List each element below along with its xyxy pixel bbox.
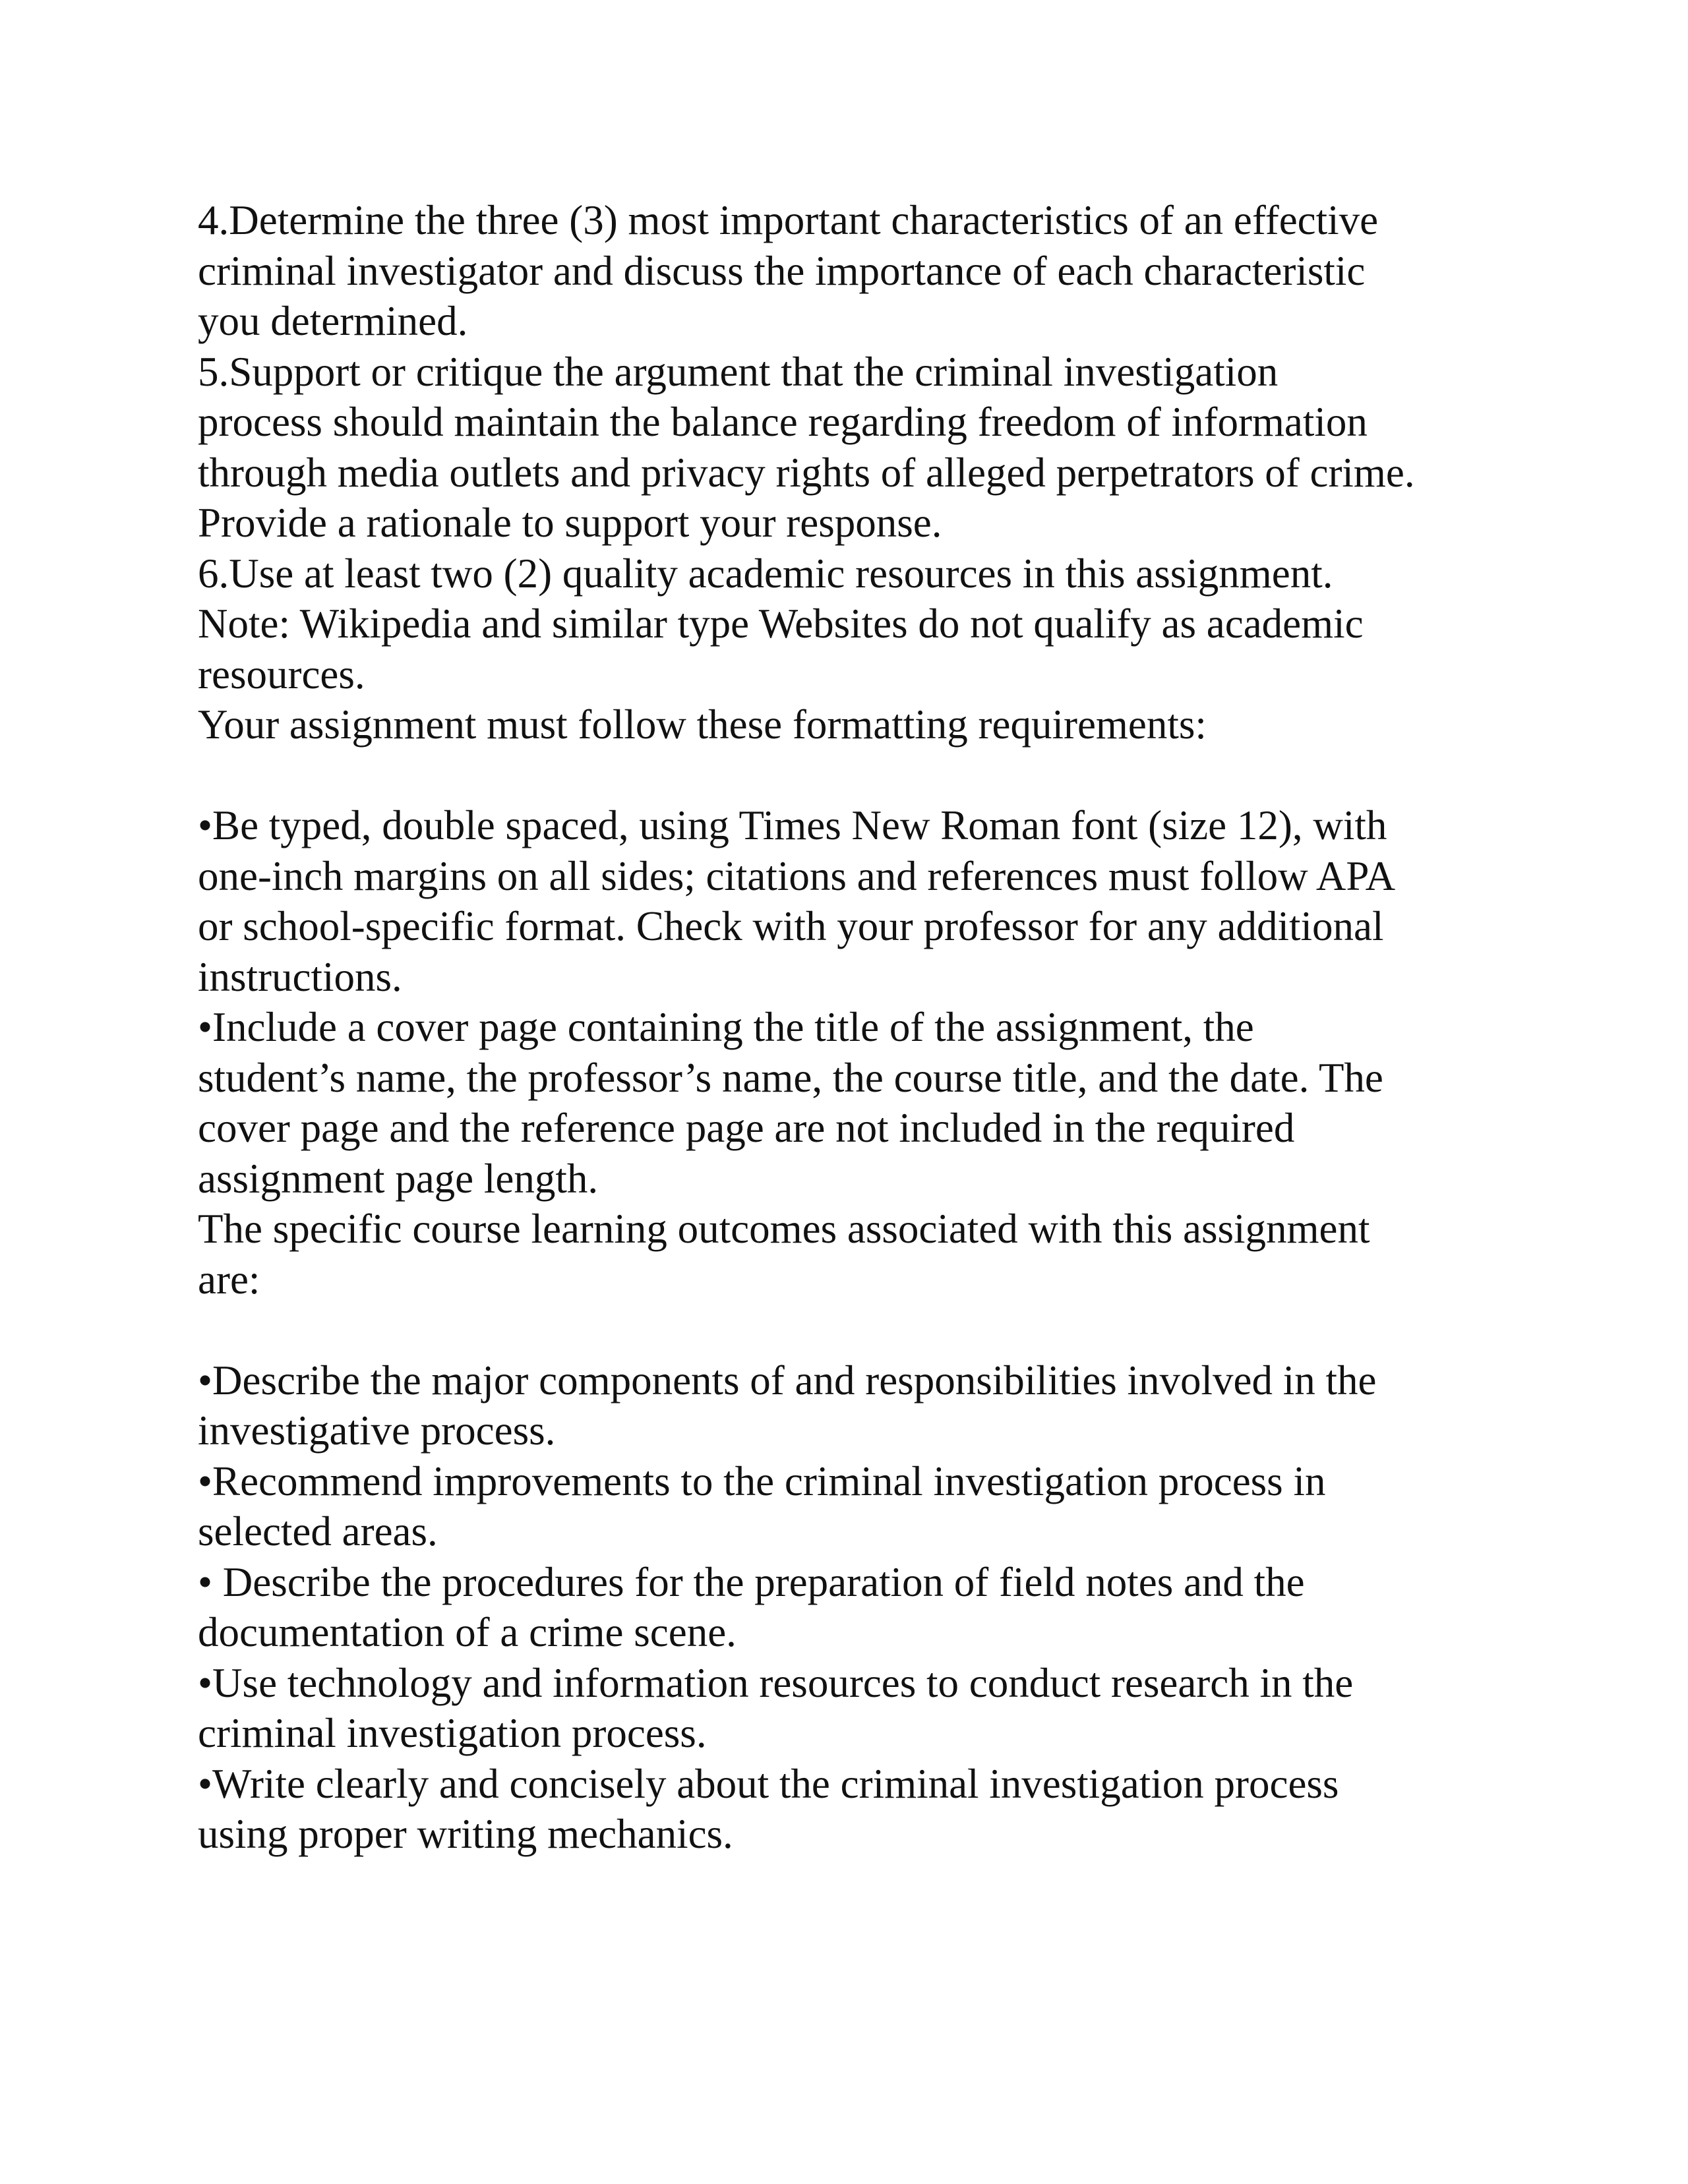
text-line: using proper writing mechanics. [198,1811,733,1857]
assignment-item-5 [198,347,1517,548]
text-line: investigative process. [198,1407,556,1454]
text-line: resources. [198,651,365,697]
text-line: are: [198,1256,260,1303]
text-line: through media outlets and privacy rights of alleged perpetrators of crime. [198,449,1415,496]
text-line: criminal investigation process. [198,1710,707,1756]
outcomes-heading [198,1204,1517,1305]
formatting-bullet-cover-page [198,1002,1517,1204]
text-line: process should maintain the balance regarding freedom of information [198,399,1368,445]
text-line: 5.Support or critique the argument that the criminal investigation [198,348,1279,395]
assignment-item-4 [198,195,1517,347]
text-line: one-inch margins on all sides; citations and references must follow APA [198,852,1396,899]
text-line: The specific course learning outcomes associated with this assignment [198,1206,1370,1252]
blank-line [198,750,1517,801]
text-line: 4.Determine the three (3) most important characteristics of an effective [198,197,1379,243]
text-line: you determined. [198,298,468,344]
text-line: cover page and the reference page are not included in the required [198,1105,1295,1151]
text-line: •Describe the major components of and responsibilities involved in the [198,1357,1377,1403]
text-line: •Use technology and information resources to conduct research in the [198,1659,1354,1706]
text-line: student’s name, the professor’s name, the course title, and the date. The [198,1054,1383,1101]
text-line: documentation of a crime scene. [198,1609,737,1655]
text-line: •Include a cover page containing the title of the assignment, the [198,1004,1254,1050]
outcome-bullet-3 [198,1557,1517,1658]
text-line: or school-specific format. Check with your professor for any additional [198,903,1384,949]
text-line: •Recommend improvements to the criminal investigation process in [198,1458,1326,1504]
outcome-bullet-2 [198,1456,1517,1557]
document-body [198,195,1517,1860]
text-line: criminal investigator and discuss the importance of each characteristic [198,247,1366,294]
outcome-bullet-1 [198,1355,1517,1456]
formatting-bullet-typing [198,800,1517,1002]
formatting-heading: Your assignment must follow these formatting requirements: [198,701,1207,748]
text-line: assignment page length. [198,1155,599,1202]
text-line: • Describe the procedures for the preparation of field notes and the [198,1558,1305,1605]
outcome-bullet-5 [198,1759,1517,1860]
text-line: Provide a rationale to support your response. [198,500,942,546]
text-line: instructions. [198,953,402,1000]
text-line: Note: Wikipedia and similar type Websites do not qualify as academic [198,601,1364,647]
text-line: selected areas. [198,1508,438,1554]
blank-line [198,1305,1517,1355]
text-line: •Be typed, double spaced, using Times New Roman font (size 12), with [198,802,1387,848]
text-line: 6.Use at least two (2) quality academic resources in this assignment. [198,550,1333,597]
assignment-item-6 [198,548,1517,700]
text-line: •Write clearly and concisely about the criminal investigation process [198,1760,1339,1807]
outcome-bullet-4 [198,1658,1517,1759]
